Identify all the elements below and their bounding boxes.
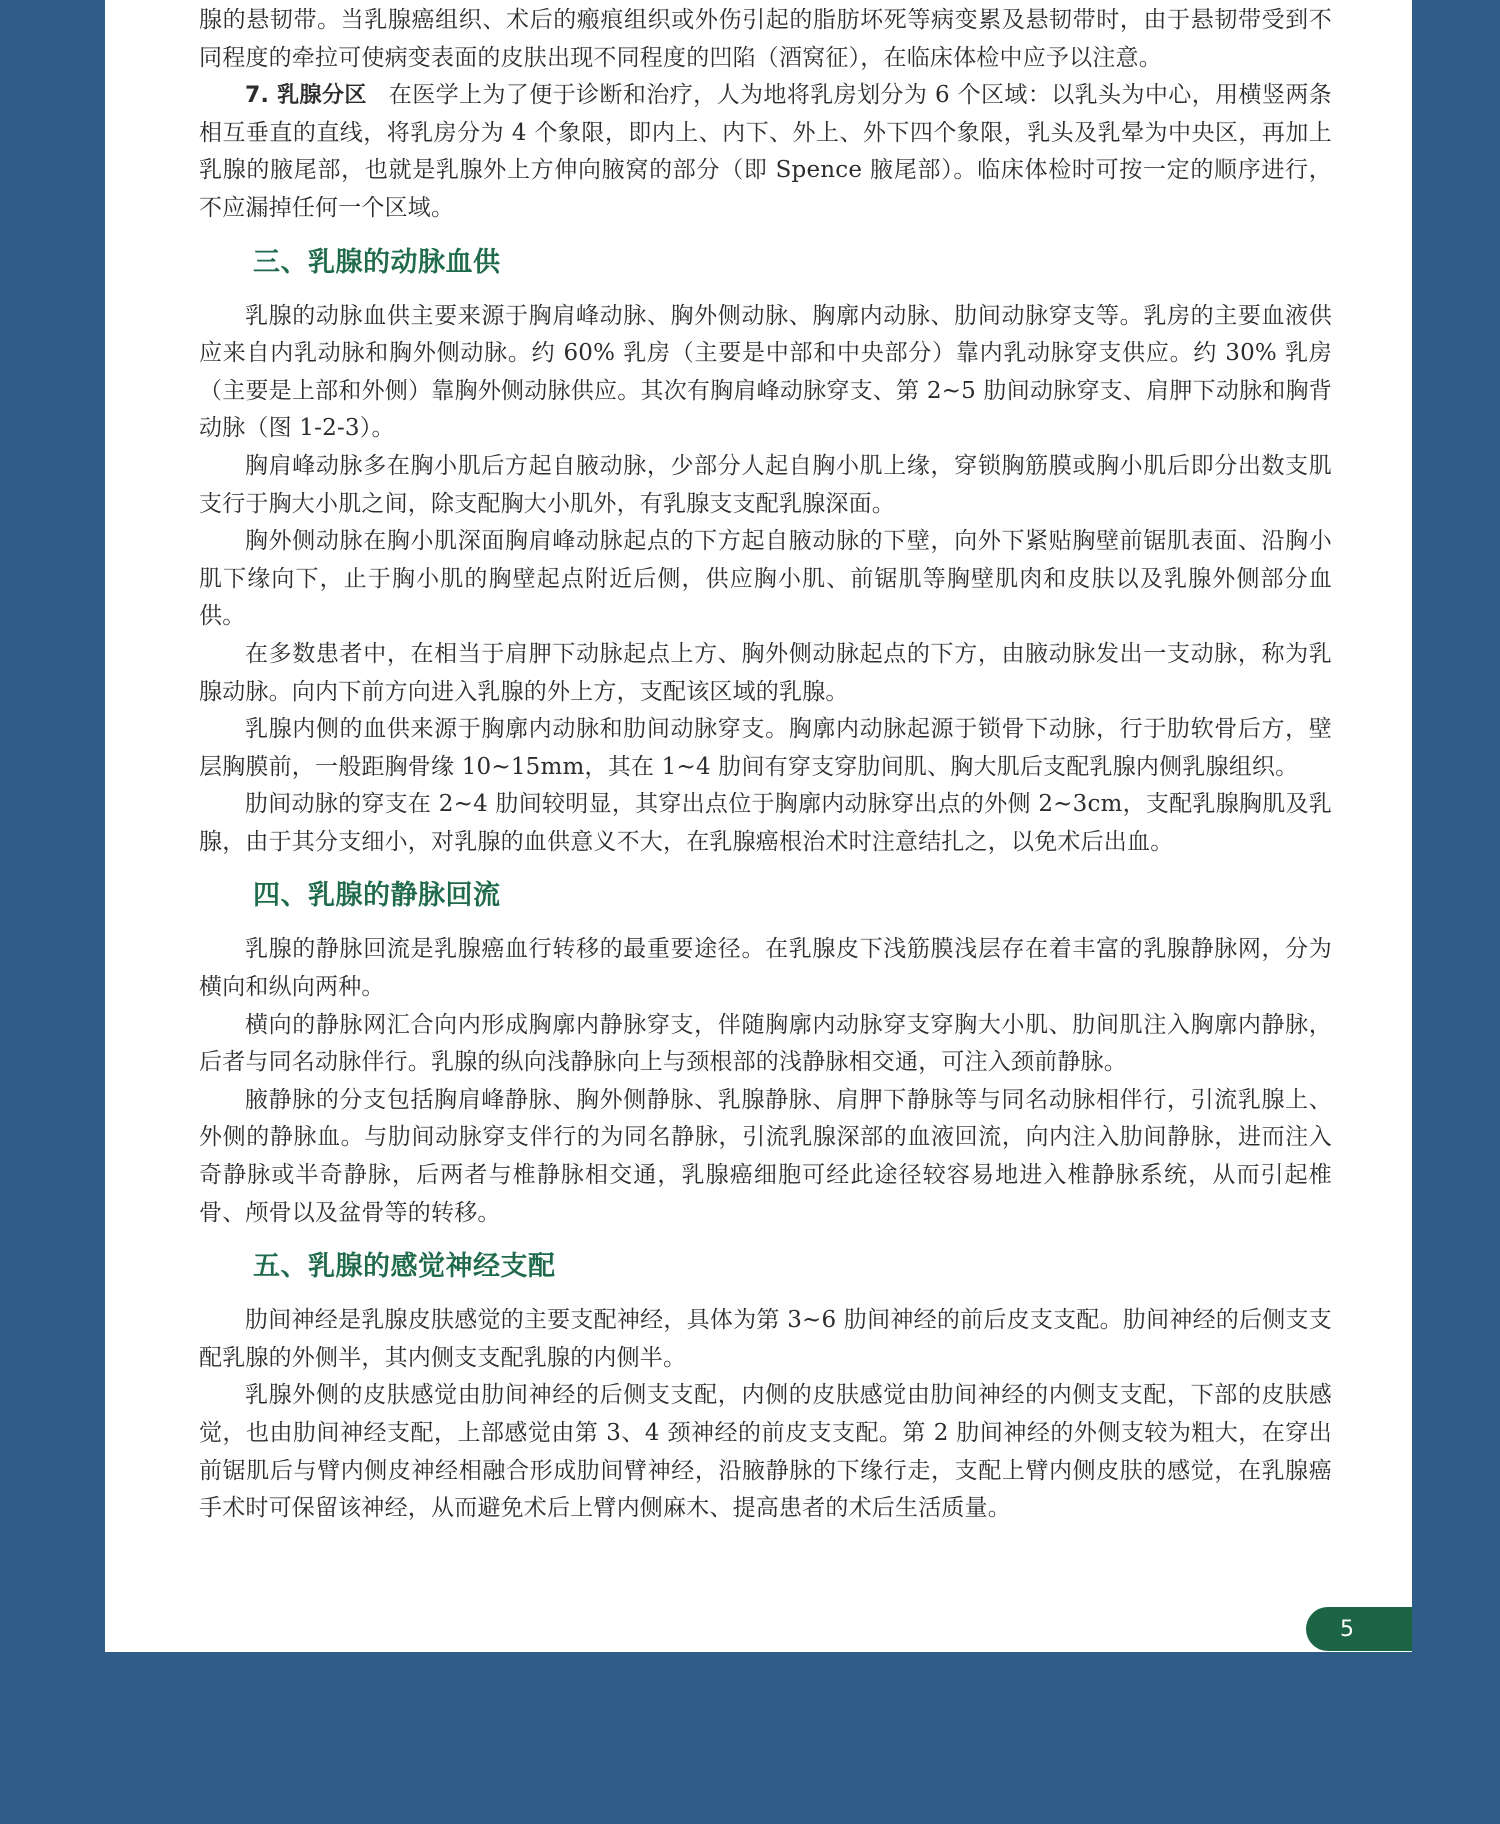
paragraph-venous-1: 乳腺的静脉回流是乳腺癌血行转移的最重要途径。在乳腺皮下浅筋膜浅层存在着丰富的乳腺静脉网，分为横向和纵向两种。 <box>199 936 1332 1001</box>
page-number: 5 <box>1340 1616 1354 1642</box>
paragraph-arterial-3: 胸外侧动脉在胸小肌深面胸肩峰动脉起点的下方起自腋动脉的下壁，向外下紧贴胸壁前锯肌表面、沿胸小肌下缘向下，止于胸小肌的胸壁起点附近后侧，供应胸小肌、前锯肌等胸壁肌肉和皮肤以及乳腺外侧部分血供。 <box>199 528 1332 630</box>
paragraph-venous-2: 横向的静脉网汇合向内形成胸廓内静脉穿支，伴随胸廓内动脉穿支穿胸大小肌、肋间肌注入胸廓内静脉，后者与同名动脉伴行。乳腺的纵向浅静脉向上与颈根部的浅静脉相交通，可注入颈前静脉。 <box>199 1011 1332 1076</box>
book-page <box>105 0 1412 1652</box>
paragraph-arterial-2: 胸肩峰动脉多在胸小肌后方起自腋动脉，少部分人起自胸小肌上缘，穿锁胸筋膜或胸小肌后即分出数支肌支行于胸大小肌之间，除支配胸大小肌外，有乳腺支支配乳腺深面。 <box>199 452 1332 517</box>
page-content <box>199 2 1332 1528</box>
paragraph-venous-3: 腋静脉的分支包括胸肩峰静脉、胸外侧静脉、乳腺静脉、肩胛下静脉等与同名动脉相伴行，引流乳腺上、外侧的静脉血。与肋间动脉穿支伴行的为同名静脉，引流乳腺深部的血液回流，向内注入肋间静脉，进而注入奇静脉或半奇静脉，后两者与椎静脉相交通，乳腺癌细胞可经此途径较容易地进入椎静脉系统，从而引起椎骨、颅骨以及盆骨等的转移。 <box>199 1086 1332 1226</box>
paragraph-arterial-4: 在多数患者中，在相当于肩胛下动脉起点上方、胸外侧动脉起点的下方，由腋动脉发出一支动脉，称为乳腺动脉。向内下前方向进入乳腺的外上方，支配该区域的乳腺。 <box>199 640 1332 705</box>
section-title-arterial-supply: 三、乳腺的动脉血供 <box>253 246 501 278</box>
section-title-sensory-nerves: 五、乳腺的感觉神经支配 <box>253 1251 556 1283</box>
page-number-tab <box>1306 1607 1412 1651</box>
paragraph-nerves-1: 肋间神经是乳腺皮肤感觉的主要支配神经，具体为第 3~6 肋间神经的前后皮支支配。肋间神经的后侧支支配乳腺的外侧半，其内侧支支配乳腺的内侧半。 <box>199 1307 1332 1371</box>
paragraph-breast-zones <box>199 77 1332 227</box>
paragraph-nerves-2: 乳腺外侧的皮肤感觉由肋间神经的后侧支支配，内侧的皮肤感觉由肋间神经的内侧支支配，下部的皮肤感觉，也由肋间神经支配，上部感觉由第 3、4 颈神经的前皮支支配。第 2 肋间神经的外侧支较为粗大，在穿出前锯肌后与臂内侧皮神经相融合形成肋间臂神经，沿腋静脉的下缘行走，支配上臂内侧皮肤的感觉，在乳腺癌手术时可保留该神经，从而避免术后上臂内侧麻木、提高患者的术后生活质量。 <box>199 1382 1332 1522</box>
paragraph-suspensory-ligament: 腺的悬韧带。当乳腺癌组织、术后的瘢痕组织或外伤引起的脂肪坏死等病变累及悬韧带时，由于悬韧带受到不同程度的牵拉可使病变表面的皮肤出现不同程度的凹陷（酒窝征），在临床体检中应予以注意。 <box>199 7 1332 71</box>
item-label-breast-zones: 7. 乳腺分区 <box>245 83 367 109</box>
paragraph-arterial-1: 乳腺的动脉血供主要来源于胸肩峰动脉、胸外侧动脉、胸廓内动脉、肋间动脉穿支等。乳房的主要血液供应来自内乳动脉和胸外侧动脉。约 60% 乳房（主要是中部和中央部分）靠内乳动脉穿支供应。约 30% 乳房（主要是上部和外侧）靠胸外侧动脉供应。其次有胸肩峰动脉穿支、第 2~5 肋间动脉穿支、肩胛下动脉和胸背动脉（图 1-2-3）。 <box>199 302 1332 442</box>
paragraph-arterial-5: 乳腺内侧的血供来源于胸廓内动脉和肋间动脉穿支。胸廓内动脉起源于锁骨下动脉，行于肋软骨后方，壁层胸膜前，一般距胸骨缘 10~15mm，其在 1~4 肋间有穿支穿肋间肌、胸大肌后支配乳腺内侧乳腺组织。 <box>199 716 1332 780</box>
breast-zones-text: 在医学上为了便于诊断和治疗，人为地将乳房划分为 6 个区域：以乳头为中心，用横竖两条相互垂直的直线，将乳房分为 4 个象限，即内上、内下、外上、外下四个象限，乳头及乳晕为中央区，再加上乳腺的腋尾部，也就是乳腺外上方伸向腋窝的部分（即 Spence 腋尾部）。临床体检时可按一定的顺序进行，不应漏掉任何一个区域。 <box>199 82 1332 221</box>
paragraph-arterial-6: 肋间动脉的穿支在 2~4 肋间较明显，其穿出点位于胸廓内动脉穿出点的外侧 2~3cm，支配乳腺胸肌及乳腺，由于其分支细小，对乳腺的血供意义不大，在乳腺癌根治术时注意结扎之，以免术后出血。 <box>199 791 1332 855</box>
section-title-venous-drainage: 四、乳腺的静脉回流 <box>253 880 501 912</box>
